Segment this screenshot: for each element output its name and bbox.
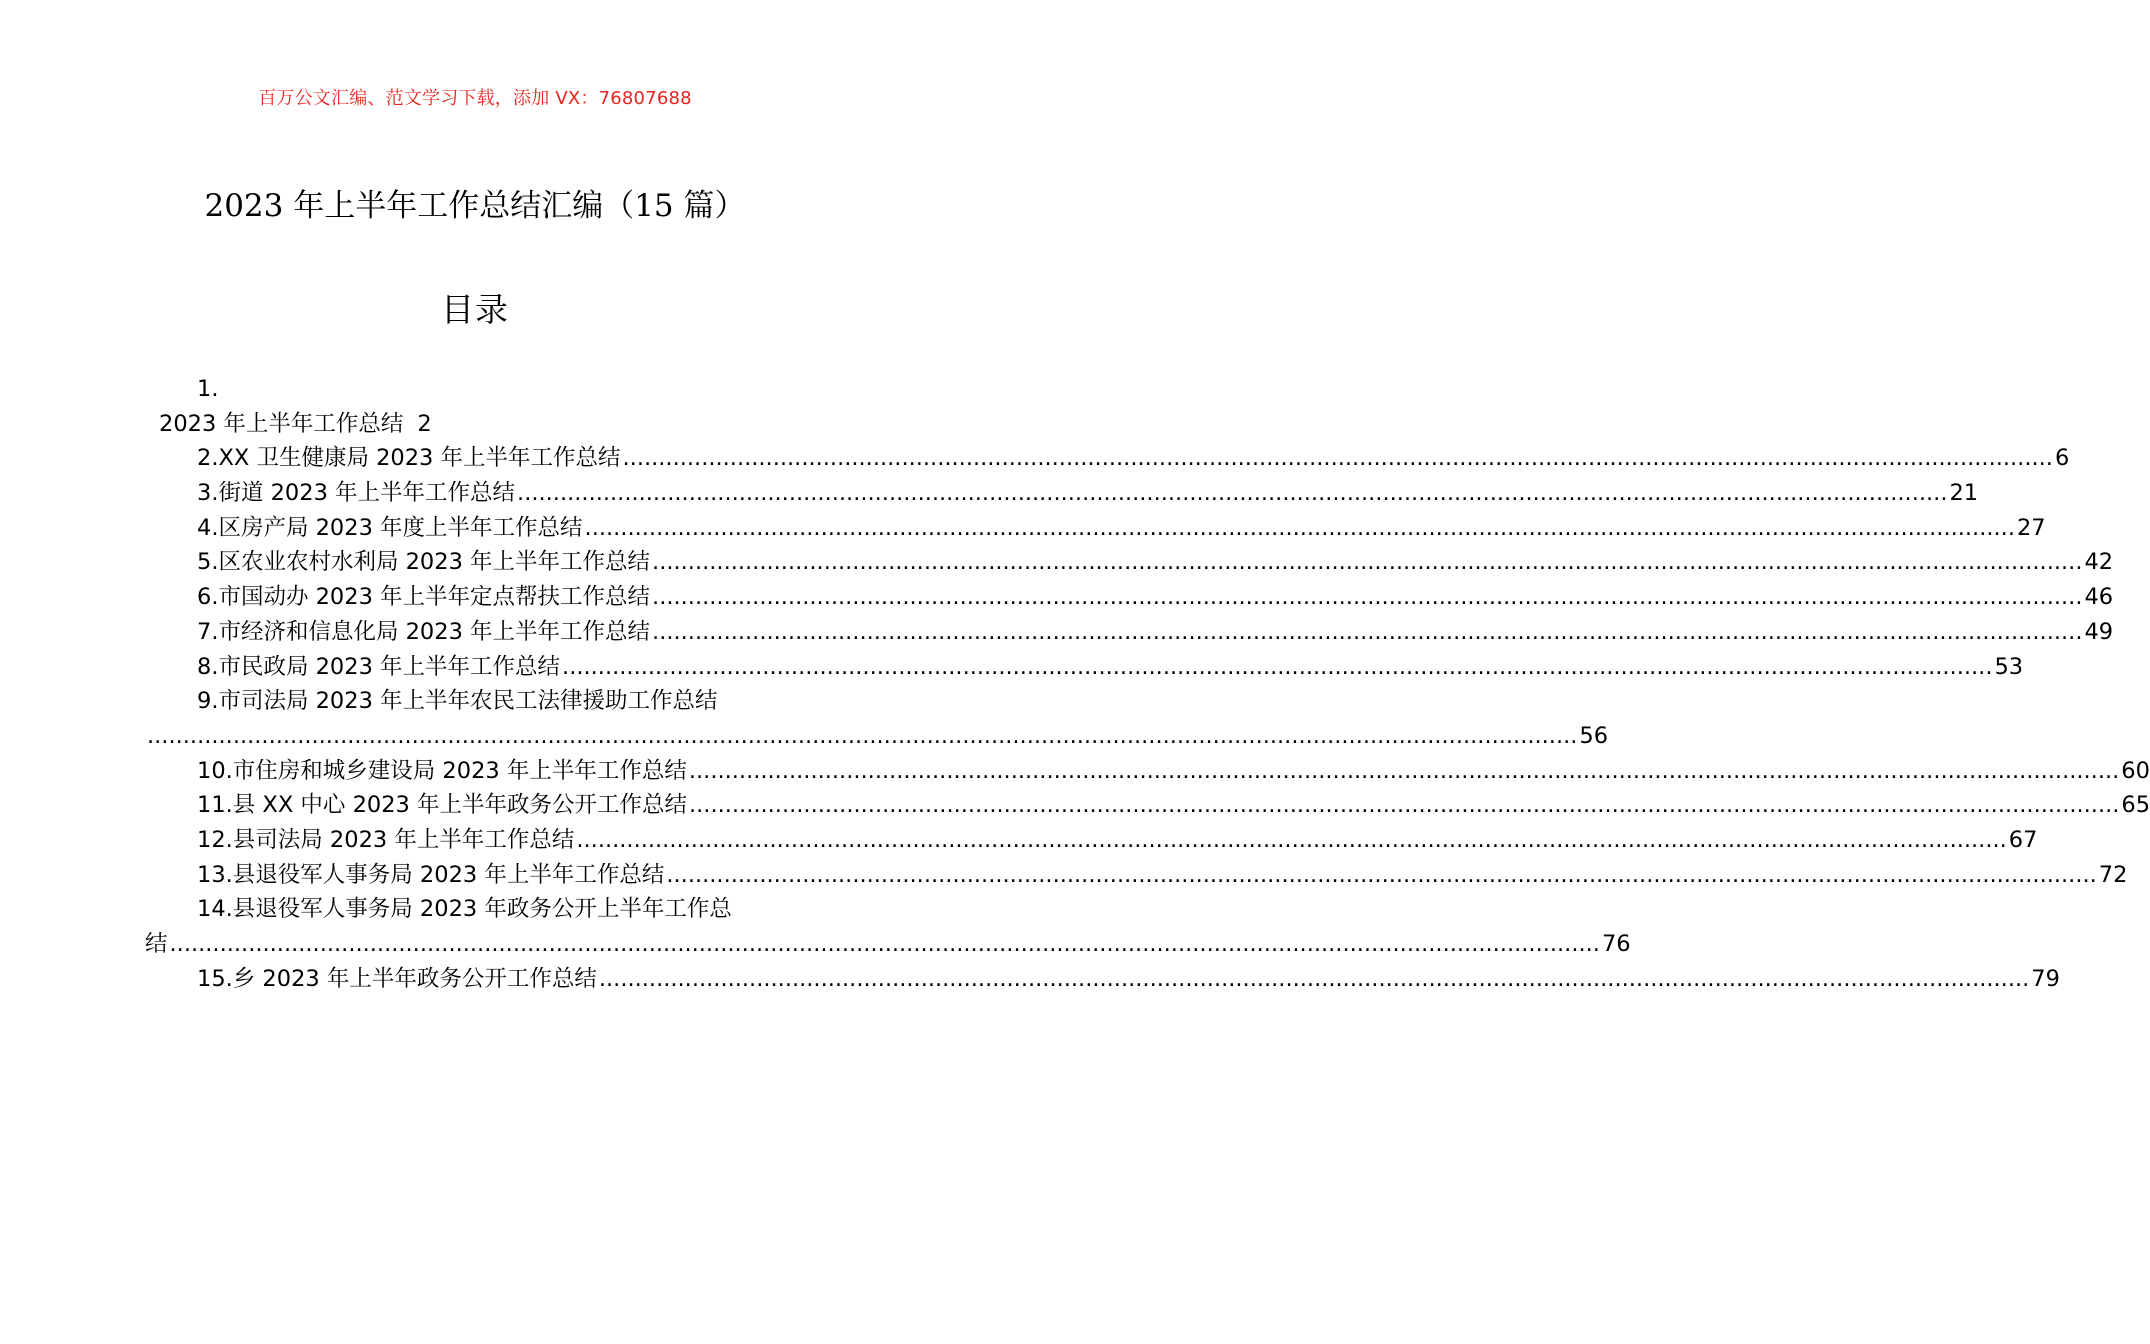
toc-entry-text: 5.区农业农村水利局 2023 年上半年工作总结: [197, 549, 651, 576]
toc-leader-dots: ........................................................................................................................................................................................................: [598, 965, 2030, 992]
toc-leader-dots: ........................................................................................................................................................................................................: [652, 584, 2083, 611]
toc-entry-1-number-line[interactable]: [145, 372, 805, 407]
toc-entry-page: 56: [1579, 722, 1609, 749]
toc-heading: 目录: [441, 290, 509, 329]
toc-entry-page: 21: [1949, 480, 1979, 507]
toc-entry-text: 7.市经济和信息化局 2023 年上半年工作总结: [197, 618, 651, 645]
toc-leader-dots: ........................................................................................................................................................................................................: [652, 549, 2083, 576]
toc-entry-text: 14.县退役军人事务局 2023 年政务公开上半年工作总: [197, 896, 732, 923]
toc-entry-text: 2023 年上半年工作总结: [159, 410, 404, 437]
toc-entry-text-continued: 结: [145, 931, 168, 957]
toc-entry-text: 3.街道 2023 年上半年工作总结: [197, 480, 516, 507]
toc-leader-dots: ........................................................................................................................................................................................................: [688, 792, 2120, 819]
toc-entry[interactable]: [145, 650, 2024, 685]
toc-entry-number: 1.: [197, 376, 219, 402]
toc-entry[interactable]: [145, 615, 2114, 650]
toc-leader-dots: ........................................................................................................................................................................................................: [517, 480, 1948, 507]
toc-leader-dots: ........................................................................................................................................................................................................: [584, 514, 2015, 541]
toc-entry-9-line2[interactable]: [145, 719, 1609, 754]
toc-entry-14-line1[interactable]: [145, 892, 805, 927]
toc-entry-page: 60: [2121, 757, 2150, 784]
toc-entry-page: 49: [2084, 618, 2114, 645]
toc-entry-15[interactable]: [145, 962, 2060, 997]
toc-entry-page: 42: [2084, 549, 2114, 576]
toc-entry-page: 65: [2121, 792, 2150, 819]
toc-entry-page: 27: [2016, 514, 2046, 541]
toc-entry-text: 13.县退役军人事务局 2023 年上半年工作总结: [197, 861, 665, 888]
toc-entry-text: 15.乡 2023 年上半年政务公开工作总结: [197, 965, 597, 992]
document-title: 2023 年上半年工作总结汇编（15 篇）: [204, 188, 746, 224]
toc-leader-dots: ........................................................................................................................................................................................................: [688, 757, 2120, 784]
toc-entry-page: 72: [2098, 861, 2128, 888]
toc-entry-text: 12.县司法局 2023 年上半年工作总结: [197, 826, 575, 853]
table-of-contents: [145, 372, 2150, 996]
toc-entry-14-line2[interactable]: [145, 927, 1631, 962]
toc-entry[interactable]: [145, 823, 2038, 858]
toc-leader-dots: ........................................................................................................................................................................................................: [666, 861, 2097, 888]
toc-leader-dots: ........................................................................................................................................................................................................: [147, 722, 1578, 749]
toc-entry-page: 6: [2054, 445, 2070, 472]
toc-entry-1[interactable]: [145, 407, 805, 442]
toc-leader-dots: ........................................................................................................................................................................................................: [622, 445, 2053, 472]
toc-leader-dots: ........................................................................................................................................................................................................: [652, 618, 2083, 645]
toc-entry-text: 6.市国动办 2023 年上半年定点帮扶工作总结: [197, 584, 651, 611]
toc-entry[interactable]: [145, 788, 2150, 823]
header-banner: 百万公文汇编、范文学习下载，添加 VX：76807688: [258, 88, 692, 109]
toc-entry-page: 76: [1601, 931, 1631, 957]
toc-entry-text: 8.市民政局 2023 年上半年工作总结: [197, 653, 561, 680]
toc-entry-page: 46: [2084, 584, 2114, 611]
toc-entry-text: 4.区房产局 2023 年度上半年工作总结: [197, 514, 583, 541]
toc-entry[interactable]: [145, 580, 2114, 615]
toc-entry-text: 2.XX 卫生健康局 2023 年上半年工作总结: [197, 445, 621, 472]
toc-entry-text: 10.市住房和城乡建设局 2023 年上半年工作总结: [197, 757, 687, 784]
toc-entry-page: 2: [417, 410, 432, 437]
toc-entry-9-line1[interactable]: [145, 684, 805, 719]
toc-leader-dots: ........................................................................................................................................................................................................: [562, 653, 1993, 680]
toc-entry[interactable]: [145, 476, 1979, 511]
toc-leader-dots: ........................................................................................................................................................................................................: [169, 931, 1600, 957]
toc-entry-page: 79: [2031, 965, 2060, 992]
toc-entry[interactable]: [145, 441, 2070, 476]
toc-entry-text: 11.县 XX 中心 2023 年上半年政务公开工作总结: [197, 792, 687, 819]
toc-entry-page: 53: [1994, 653, 2024, 680]
toc-entry[interactable]: [145, 511, 2046, 546]
toc-entry[interactable]: [145, 754, 2150, 789]
toc-leader-dots: ........................................................................................................................................................................................................: [576, 826, 2007, 853]
toc-entry-page: 67: [2008, 826, 2038, 853]
toc-entry[interactable]: [145, 858, 2128, 893]
toc-entry[interactable]: [145, 545, 2114, 580]
toc-entry-text: 9.市司法局 2023 年上半年农民工法律援助工作总结: [197, 688, 718, 715]
